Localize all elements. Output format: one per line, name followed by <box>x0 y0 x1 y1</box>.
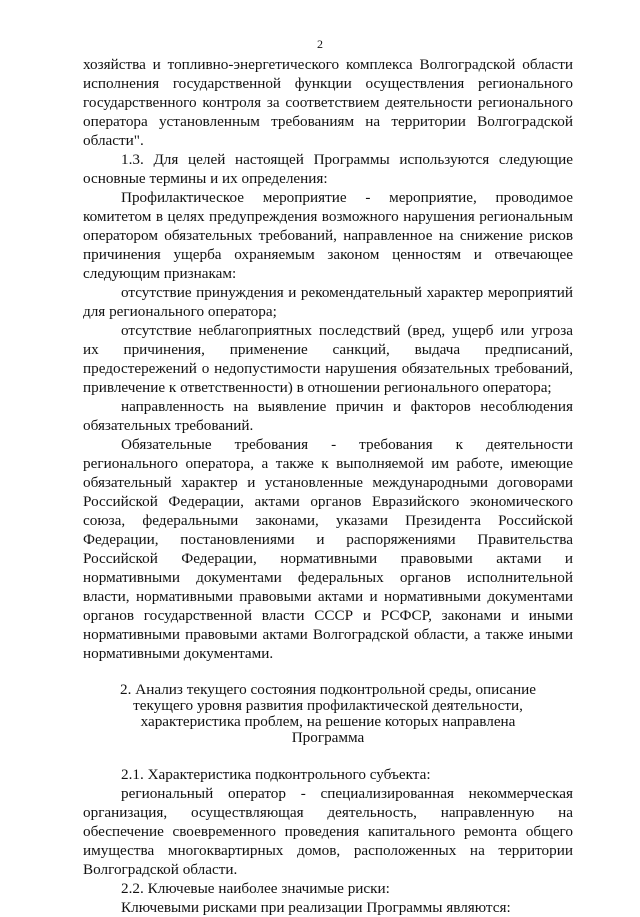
paragraph-risks-intro: Ключевыми рисками при реализации Программы являются: <box>121 899 511 916</box>
paragraph-regional-operator: региональный оператор - специализированная некоммерческая организация, осуществляющая деятельность, направленную на обеспечение своевременного проведения капитального ремонта общего имущества многоквартирных домов, расположенных на территории Волгоградской области. <box>83 785 573 878</box>
paragraph-mandatory-requirements: Обязательные требования - требования к деятельности регионального оператора, а также к выполняемой им работе, имеющие обязательный характер и установленные международными договорами Российской Федерации, актами органов Евразийского экономического союза, федеральными законами, указами Президента Российской Федерации, постановлениями и распоряжениями Правительства Российской Федерации, нормативными правовыми актами и нормативными документами федеральных органов исполнительной власти, нормативными правовыми актами и нормативными документами органов государственной власти СССР и РСФСР, законами и иными нормативными правовыми актами Волгоградской области, а также иными нормативными документами. <box>83 436 573 662</box>
paragraph-terms-intro: 1.3. Для целей настоящей Программы используются следующие основные термины и их определения: <box>83 151 573 187</box>
paragraph-feature-1: отсутствие принуждения и рекомендательный характер мероприятий для регионального оператора; <box>83 284 573 320</box>
document-body <box>83 55 573 917</box>
paragraph-feature-3: направленность на выявление причин и факторов несоблюдения обязательных требований. <box>83 398 573 434</box>
paragraph-feature-2: отсутствие неблагоприятных последствий (вред, ущерб или угроза их причинения, применение санкций, выдача предписаний, предостережений о недопустимости нарушения обязательных требований, привлечение к ответственности) в отношении регионального оператора; <box>83 322 573 396</box>
paragraph-preventive-measure: Профилактическое мероприятие - мероприятие, проводимое комитетом в целях предупреждения возможного нарушения региональным оператором обязательных требований, направленное на снижение рисков причинения ущерба охраняемым законом ценностям и отвечающее следующим признакам: <box>83 189 573 282</box>
paragraph-continuation: хозяйства и топливно-энергетического комплекса Волгоградской области исполнения государственной функции осуществления регионального государственного контроля за соответствием деятельности регионального оператора установленным требованиям на территории Волгоградской области". <box>83 56 573 149</box>
paragraph-risks-title: 2.2. Ключевые наиболее значимые риски: <box>121 880 390 897</box>
section-heading: 2. Анализ текущего состояния подконтрольной среды, описание текущего уровня развития профилактической деятельности, характеристика проблем, на решение которых направлена Программа <box>120 681 536 746</box>
page-number: 2 <box>317 37 323 51</box>
paragraph-subject-title: 2.1. Характеристика подконтрольного субъекта: <box>121 766 431 783</box>
